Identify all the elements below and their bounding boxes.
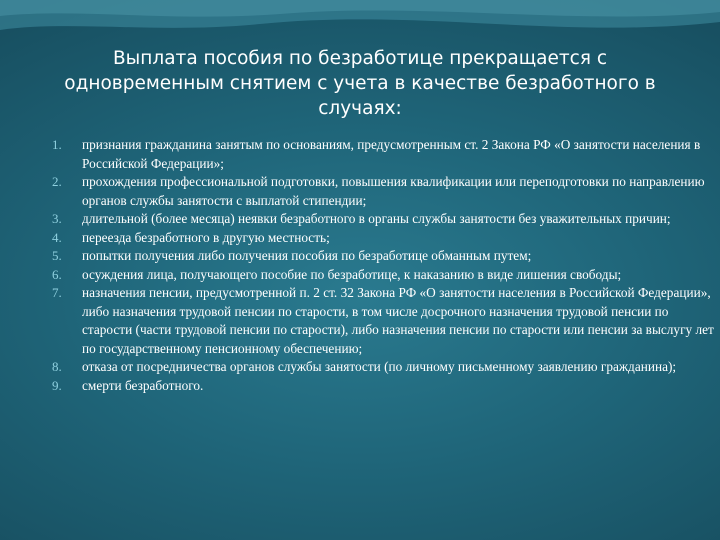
list-item [0,136,720,173]
list-item-number: 8. [52,359,62,374]
list-item-text: отказа от посредничества органов службы занятости (по личному письменному заявлению гражданина); [82,359,677,374]
list-item-number: 9. [52,377,62,393]
list-item [0,284,720,358]
list-item-text: признания гражданина занятым по основаниям, предусмотренным ст. 2 Закона РФ «О занятости населения в Российской Федерации»; [82,137,701,171]
list-item-number: 1. [52,137,62,152]
list-item-text: длительной (более месяца) неявки безработного в органы службы занятости без уважительных причин; [82,211,671,226]
list-item-text: прохождения профессиональной подготовки, повышения квалификации или переподготовки по направлению органов службы занятости с выплатой стипендии; [82,174,705,208]
conditions-list [0,136,720,395]
list-item [0,358,720,377]
list-item [0,247,720,266]
list-item-number: 3. [52,211,62,226]
list-item-text: смерти безработного. [82,377,204,393]
slide-title: Выплата пособия по безработице прекращается с одновременным снятием с учета в качестве безработного в случаях: [64,48,656,119]
list-item-number: 2. [52,174,62,189]
list-item-number: 4. [52,229,62,245]
list-item-number: 7. [52,285,62,300]
list-item-text: попытки получения либо получения пособия по безработице обманным путем; [82,248,532,263]
list-item-text: переезда безработного в другую местность; [82,229,330,245]
list-item [0,210,720,229]
list-item [0,266,720,285]
list-item-text: осуждения лица, получающего пособие по безработице, к наказанию в виде лишения свободы; [82,266,622,282]
list-item-number: 5. [52,248,62,263]
list-item [0,229,720,248]
list-item-text: назначения пенсии, предусмотренной п. 2 ст. 32 Закона РФ «О занятости населения в Российской Федерации», либо назначения трудовой пенсии по старости, в том числе досрочного назначения трудовой пенсии по старости (части трудовой пенсии по старости), либо назначения пенсии по старости или пенсии за выслугу лет по государственному пенсионному обеспечению; [82,285,714,356]
list-item [0,173,720,210]
list-item [0,377,720,396]
list-item-number: 6. [52,266,62,282]
